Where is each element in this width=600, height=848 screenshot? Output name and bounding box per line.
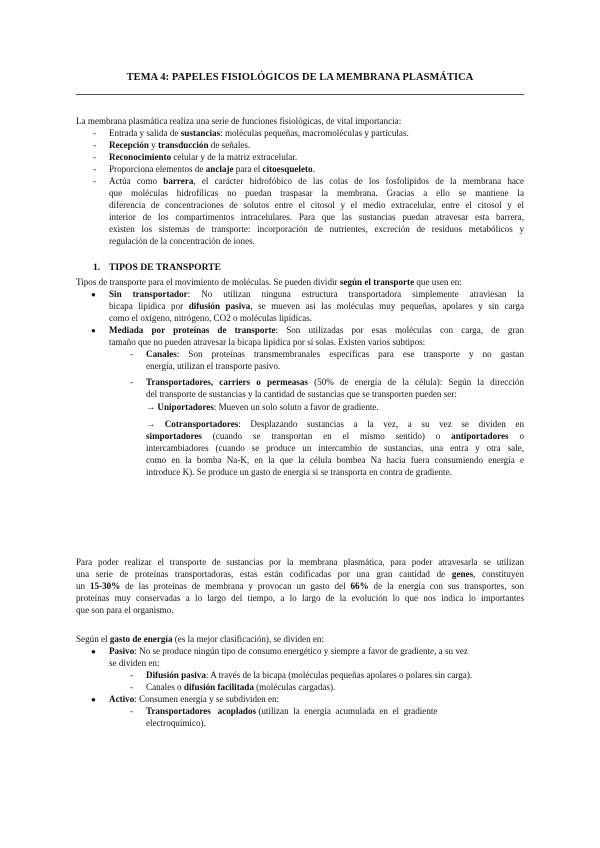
transportadores-acoplados-line: Transportadores acoplados (utilizan la energía acumulada en el gradiente — [146, 706, 438, 716]
intro-item: Reconocimiento celular y de la matriz extracelular. — [109, 152, 298, 162]
bullet-marker: ● — [91, 647, 96, 656]
page-title: TEMA 4: PAPELES FISIOLÓGICOS DE LA MEMBRANA PLASMÁTICA — [126, 72, 474, 83]
cotransportadores-line: simportadores (cuando se transportan en el mismo sentido) o antiportadores o — [146, 431, 524, 441]
dash-marker: - — [93, 176, 97, 186]
paragraph-line: que son para el organismo. — [76, 605, 174, 615]
dash-marker: - — [93, 140, 97, 150]
bullet-marker: ● — [91, 290, 96, 299]
transportadores-line: del transporte de sustancias y la cantidad de sustancias que se transporten pueden ser: — [146, 389, 457, 399]
barrier-line: que moléculas hidrofílicas no puedan traspasar la membrana. Gracias a ello se mantiene la — [109, 188, 524, 198]
section-number: 1. — [93, 262, 101, 273]
gasto-lead: Según el gasto de energía (es la mejor clasificación), se dividen en: — [76, 634, 325, 644]
section-heading: TIPOS DE TRANSPORTE — [109, 262, 221, 273]
intro-item: Recepción y transducción de señales. — [109, 140, 251, 150]
barrier-line: existen los sistemas de transporte: incorporación de nutrientes, excreción de residuos metabólicos y — [109, 224, 524, 234]
dash-marker: - — [93, 164, 97, 174]
cotransportadores-line: introduce K). Se produce un gasto de energía si se transporta en contra de gradiente. — [146, 467, 452, 477]
uniportadores-line: → Uniportadores: Mueven un solo soluto a favor de gradiente. — [146, 402, 379, 412]
sin-line: como el oxígeno, nitrógeno, CO2 o moléculas lipídicas. — [109, 313, 313, 323]
dash-marker: - — [130, 682, 134, 692]
paragraph-line: Para poder realizar el transporte de sustancias por la membrana plasmática, para poder atravesarla se utilizan — [76, 557, 524, 567]
dash-marker: - — [93, 152, 97, 162]
title-divider — [76, 94, 524, 95]
pasivo-line: Pasivo: No se produce ningún tipo de consumo energético y siempre a favor de gradiente, a su vez — [109, 646, 468, 656]
intro-item: Entrada y salida de sustancias: moléculas pequeñas, macromoléculas y partículas. — [109, 128, 409, 138]
dash-marker: - — [130, 377, 134, 387]
cotransportadores-line: → Cotransportadores: Desplazando sustancias a la vez, a su vez se dividen en — [146, 419, 524, 429]
dash-marker: - — [130, 670, 134, 680]
dash-marker: - — [130, 706, 134, 716]
canales-line: Canales: Son proteínas transmembranales específicas para ese transporte y no gastan — [146, 349, 524, 359]
paragraph-line: una serie de proteínas transportadoras, estas están codificadas por una gran cantidad de genes, constituyen — [76, 569, 524, 579]
paragraph-line: proteínas muy conservadas a lo largo del tiempo, a lo largo de la evolución lo que nos indica lo importantes — [76, 593, 524, 603]
barrier-line: regulación de la concentración de iones. — [109, 236, 255, 246]
barrier-line: interior de los compartimentos intracelulares. Para que las sustancias puedan atravesar esta barrera, — [109, 212, 524, 222]
intro-item: Proporciona elementos de anclaje para el citoesqueleto. — [109, 164, 315, 174]
mediada-line: tamaño que no pueden atravesar la bicapa lipídica por sí solas. Existen varios subtipos: — [109, 337, 426, 347]
dash-marker: - — [130, 349, 134, 359]
transportadores-line: Transportadores, carriers o permeasas (50% de energía de la célula): Según la dirección — [146, 377, 524, 387]
bullet-marker: ● — [91, 695, 96, 704]
cotransportadores-line: como en la bomba Na-K, en la que la célula bombea Na hacia fuera consumiendo energía e — [146, 455, 524, 465]
dash-marker: - — [93, 128, 97, 138]
cotransportadores-line: intercambiadores (cuando se produce un intercambio de sustancias, una entra y otra sale, — [146, 443, 524, 453]
barrier-line: diferencia de concentraciones de solutos entre el citosol y el medio extracelular, entre el citosol y el — [109, 200, 524, 210]
barrier-line: Actúa como barrera, el carácter hidrofóbico de las colas de los fosfolípidos de la membrana hace — [109, 176, 524, 186]
intro-lead: La membrana plasmática realiza una serie de funciones fisiológicas, de vital importancia: — [76, 116, 402, 126]
difusion-pasiva-line: Difusión pasiva: A través de la bicapa (moléculas pequeñas apolares o polares sin carga). — [146, 670, 473, 680]
canales-line: energía, utilizan el transporte pasivo. — [146, 361, 281, 371]
sin-line: bicapa lipídica por difusión pasiva, se mueven así las moléculas muy pequeñas, apolares y sin carga — [109, 301, 524, 311]
canales-line: Canales o difusión facilitada (moléculas cargadas). — [146, 682, 336, 692]
activo-line: Activo: Consumen energía y se subdividen en: — [109, 694, 280, 704]
section-lead: Tipos de transporte para el movimiento de moléculas. Se pueden dividir según el transporte que usen en: — [76, 277, 462, 287]
mediada-line: Mediada por proteínas de transporte: Son utilizadas por esas moléculas con carga, de gran — [109, 325, 524, 335]
transportadores-acoplados-line: electroquímico). — [146, 718, 206, 728]
arrow-icon: → — [146, 419, 156, 429]
sin-line: Sin transportador: No utilizan ninguna estructura transportadora simplemente atraviesan la — [109, 289, 524, 299]
arrow-icon: → — [146, 402, 156, 412]
pasivo-line: se dividen en: — [109, 658, 160, 668]
bullet-marker: ● — [91, 326, 96, 335]
paragraph-line: un 15-30% de las proteínas de membrana y provocan un gasto del 66% de la energía con sus transportes, son — [76, 581, 524, 591]
